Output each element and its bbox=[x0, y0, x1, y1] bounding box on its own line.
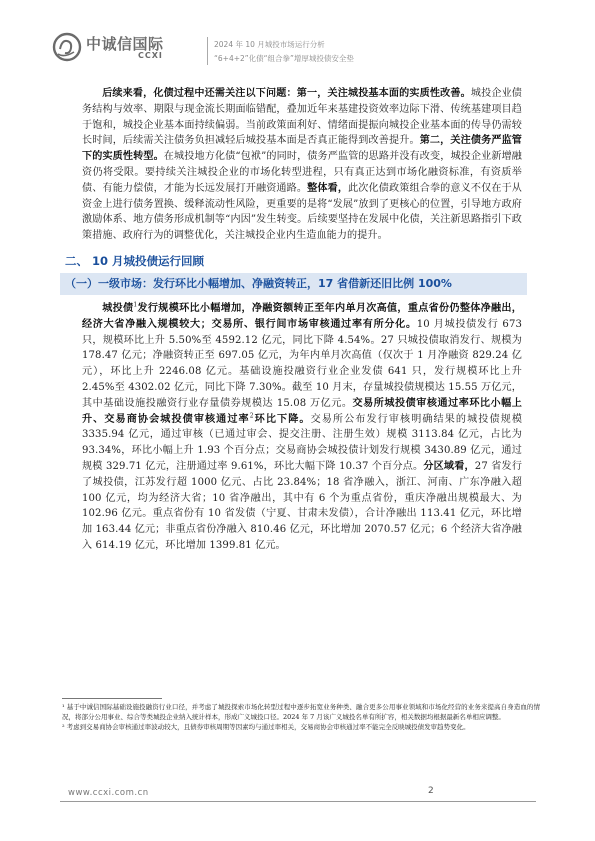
text-point-1: 城投企业债务结构与效率、期限与现金流长期面临错配，叠加近年来基建投资效率边际下滑、传统基建项目趋于饱和，城投企业基本面持续偏弱。当前政策面利好、情绪面提振向城投企业基本面的传导仍需较长时间，后续需关注债务负担减轻后城投基本面是否真正能得到改善提升。 bbox=[82, 88, 522, 147]
report-subtitle: “6+4+2”化债“组合拳”增厚城投债安全垫 bbox=[214, 54, 354, 63]
footnote-ref-2[interactable]: 2 bbox=[249, 412, 254, 420]
text-issuance: 10 月城投债发行 673 只，规模环比上升 5.50%至 4592.12 亿元，同比下降 4.54%。27 只城投债取消发行、规模为 178.47 亿元；净融资转正至 697.05 亿元，为年内单月次高值（仅次于 1 月净融资 829.24 亿元），环比上升 2246.08 亿元。基础设施投融资行业企业发债 641 只，发行规模环比上升 2.45%至 4302.02 亿元，同比下降 7.30%。截至 10 月末，存量城投债规模达 15.55 万亿元，其中基础设施投融资行业存量债券规模达 15.08 万亿元。 bbox=[82, 318, 522, 409]
paragraph-primary-market bbox=[82, 301, 522, 554]
main-content bbox=[65, 86, 523, 554]
bold-lead-2b: 环比下降。 bbox=[253, 413, 311, 425]
bold-lead-3: 分区域看， bbox=[423, 460, 475, 472]
bold-lead-1b: 发行规模环比小幅增加，净融资额转正至年内单月次高值，重点省份仍整体净融出，经济大省净融入规模较大；交易所、银行间市场审核通过率有所分化。 bbox=[82, 302, 522, 330]
bold-point-2: 第二，关注债务严监管下的实质性转型。 bbox=[82, 135, 522, 163]
bold-lead-2: 交易所城投债审核通过率环比小幅上升、交易商协会城投债审核通过率 bbox=[82, 397, 522, 425]
header-divider bbox=[207, 37, 208, 65]
page-header bbox=[0, 0, 595, 74]
text-summary: 此次化债政策组合拳的意义不仅在于从资金上进行债务置换、缓释流动性风险，更重要的是将“发展”放到了更核心的位置，引导地方政府激励体系、地方债务形成机制等“内因”发生转变。后续要坚持在发展中化债，关注新思路指引下政策措施、政府行为的调整优化，关注城投企业内生造血能力的提升。 bbox=[82, 182, 523, 242]
subsection-heading: （一）一级市场：发行环比小幅增加、净融资转正，17 省借新还旧比例 100% bbox=[60, 273, 527, 295]
page-number: 2 bbox=[428, 786, 434, 796]
bold-summary: 整体看， bbox=[307, 182, 349, 194]
footnote-1: ¹ 基于中诚信国际基础设施投融资行业口径，并考虑了城投探索市场化转型过程中逐步拓宽业务种类、融合更多公用事业领域和市场化经营的业务来提高自身造血的情况，将部分公用事业、综合等类城投企业纳入统计样本，形成广义城投口径。2024 年 7 月该广义城投名单有所扩容，相关数据均根据最新名单相应调整。 bbox=[62, 703, 540, 722]
text-point-2: 在城投地方化债“包袱”的同时，债务严监管的思路并没有改变，城投企业新增融资仍将受限。要持续关注城投企业的市场化转型进程，只有真正达到市场化融资标准，有资质举债、有能力偿债，才能为长远发展打开融资通路。 bbox=[82, 151, 522, 194]
bold-point-1: 后续来看，化债过程中还需关注以下问题：第一，关注城投基本面的实质性改善。 bbox=[102, 88, 471, 99]
footnote-2: ² 考虑到交易商协会审核通过率波动较大，且债券审核周期等因素均与通过率相关，交易商协会审核通过率不能完全反映城投债发审趋势变化。 bbox=[62, 723, 470, 732]
paragraph-outlook bbox=[82, 86, 522, 244]
report-title: 2024 年 10 月城投市场运行分析 bbox=[214, 40, 325, 49]
footer-website-link[interactable]: www.ccxi.com.cn bbox=[68, 788, 149, 798]
section-heading: 二、 10 月城投债运行回顾 bbox=[65, 253, 205, 268]
logo-chinese-name: 中诚信国际 bbox=[86, 35, 164, 53]
ccxi-logo-icon bbox=[52, 32, 82, 62]
text-regional: 27 省发行了城投债，江苏发行超 1000 亿元、占比 23.84%；18 省净融入，浙江、河南、广东净融入超 100 亿元，均为经济大省；10 省净融出，其中有 6 个为重点省份，重庆净融出规模最大、为 102.96 亿元。重点省份有 10 省发债（宁夏、甘肃未发债），合计净融出 113.41 亿元，环比增加 163.44 亿元；非重点省份净融入 810.46 亿元，环比增加 2070.57 亿元；6 个经济大省净融入 614.19 亿元，环比增加 1399.81 亿元。 bbox=[82, 460, 523, 551]
footnote-rule bbox=[62, 698, 162, 699]
footer-rule bbox=[60, 801, 536, 802]
footnotes bbox=[62, 702, 540, 733]
text-review: 交易所公布发行审核明确结果的城投债规模 3335.94 亿元，通过审核（已通过审会、提交注册、注册生效）规模 3113.84 亿元，占比为 93.34%，环比小幅上升 1.93 个百分点；交易商协会城投债计划发行规模 3430.89 亿元，通过规模 329.71 亿元，注册通过率 9.61%，环比大幅下降 10.37 个百分点。 bbox=[82, 413, 523, 472]
footnote-ref-1[interactable]: 1 bbox=[133, 301, 138, 309]
bold-lead-1: 城投债 bbox=[102, 302, 134, 314]
logo-english-name: CCXI bbox=[138, 51, 163, 60]
